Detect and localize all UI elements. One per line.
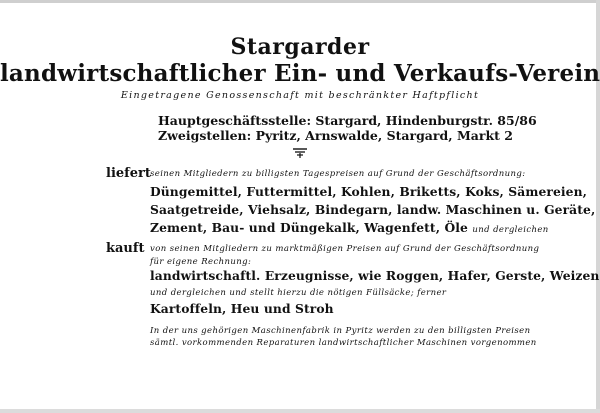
title-line-2: landwirtschaftlicher Ein- und Verkaufs-Verein [0,60,600,87]
liefert-line-3-main: Zement, Bau- und Düngekalk, Wagenfett, Öle [150,220,468,235]
kauft-label: kauft [106,241,145,256]
liefert-label: liefert [106,166,151,181]
subtitle: Eingetragene Genossenschaft mit beschränkter Haftpflicht [120,90,480,101]
liefert-line-3-tail: und dergleichen [472,225,549,235]
branch-offices: Zweigstellen: Pyritz, Arnswalde, Stargard, Markt 2 [158,128,513,143]
fleuron-icon [292,147,308,159]
kauft-line-3: Kartoffeln, Heu und Stroh [150,301,334,316]
liefert-line-2: Saatgetreide, Viehsalz, Bindegarn, landw. Maschinen u. Geräte, [150,202,596,217]
liefert-intro: seinen Mitgliedern zu billigsten Tagespreisen auf Grund der Geschäftsordnung: [150,169,526,179]
main-office-address: Hauptgeschäftsstelle: Stargard, Hindenburgstr. 85/86 [158,113,537,128]
scan-edge-bottom [0,409,600,413]
footer-line-2: sämtl. vorkommenden Reparaturen landwirtschaftlicher Maschinen vorgenommen [150,338,537,348]
liefert-line-1: Düngemittel, Futtermittel, Kohlen, Briketts, Koks, Sämereien, [150,184,588,199]
kauft-line-2: und dergleichen und stellt hierzu die nötigen Füllsäcke; ferner [150,288,447,298]
scan-edge-top [0,0,600,3]
kauft-intro-2: für eigene Rechnung: [150,257,252,267]
liefert-line-3 [150,220,549,235]
kauft-intro: von seinen Mitgliedern zu marktmäßigen Preisen auf Grund der Geschäftsordnung [150,244,540,254]
kauft-line-1: landwirtschaftl. Erzeugnisse, wie Roggen, Hafer, Gerste, Weizen [150,268,600,283]
title-line-1: Stargarder [230,34,370,60]
footer-line-1: In der uns gehörigen Maschinenfabrik in Pyritz werden zu den billigsten Preisen [150,326,531,336]
